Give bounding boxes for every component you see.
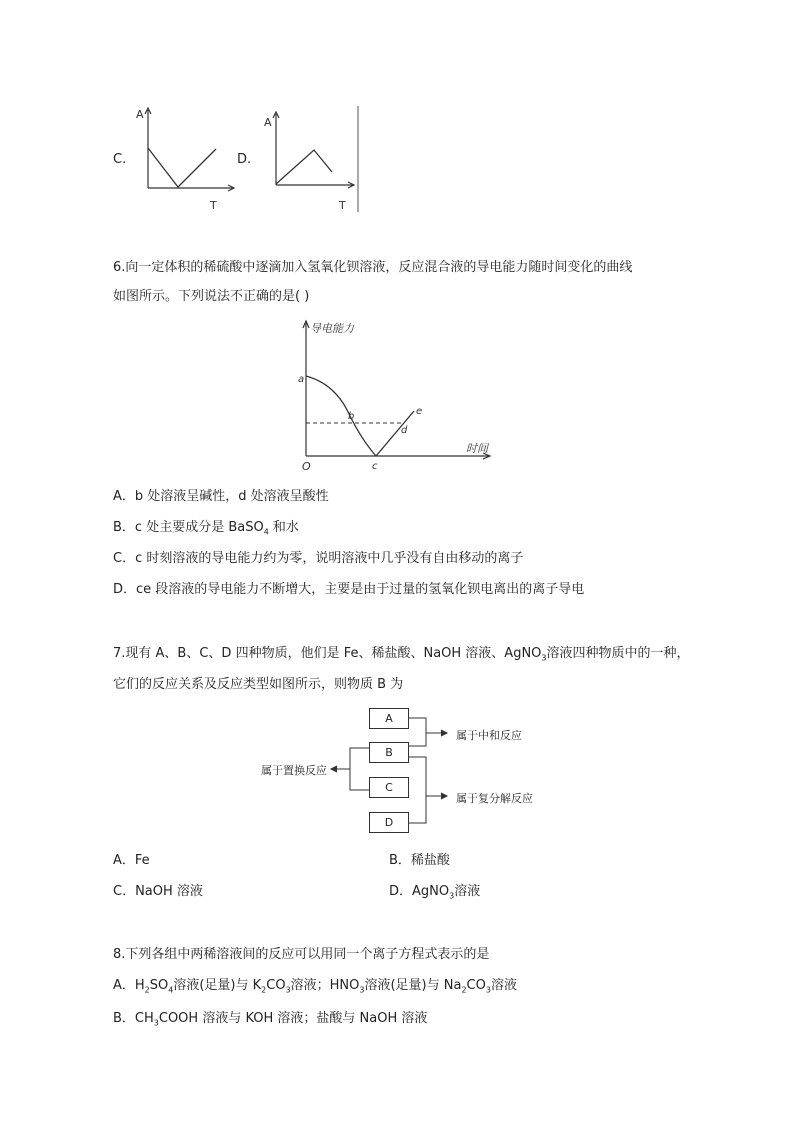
q6-option-d: D．ce 段溶液的导电能力不断增大，主要是由于过量的氢氧化钡电离出的离子导电 bbox=[113, 582, 585, 597]
graph-d bbox=[258, 100, 368, 215]
q8-option-a: A．$H_2SO_4$溶液(足量)与 $K_2CO_3$溶液；$HNO_3$溶液(足量)与 $Na_2CO_3$溶液 bbox=[113, 978, 517, 995]
graph-d-y-label: A bbox=[264, 116, 272, 129]
box-a: A bbox=[369, 708, 409, 729]
q8-option-b: B．$CH_3COOH$ 溶液与 KOH 溶液；盐酸与 NaOH 溶液 bbox=[113, 1011, 428, 1028]
q7-option-b: B．稀盐酸 bbox=[389, 853, 450, 868]
q6-option-c: C．c 时刻溶液的导电能力约为零，说明溶液中几乎没有自由移动的离子 bbox=[113, 551, 524, 566]
point-a-label: a bbox=[298, 374, 305, 385]
point-c-label: c bbox=[372, 461, 378, 472]
q6-stem-line1: 6.向一定体积的稀硫酸中逐滴加入氢氧化钡溶液，反应混合液的导电能力随时间变化的曲线 bbox=[113, 260, 633, 275]
point-d-label: d bbox=[401, 425, 408, 436]
point-b-label: b bbox=[348, 411, 355, 422]
origin-label: O bbox=[302, 460, 311, 473]
option-c-label: C. bbox=[113, 152, 127, 167]
graph-c-x-label: T bbox=[210, 199, 217, 212]
q6-stem-line2: 如图所示。下列说法不正确的是( ) bbox=[113, 289, 310, 304]
q7-stem-line1: 7.现有 A、B、C、D 四种物质，他们是 Fe、稀盐酸、NaOH 溶液、AgNO$_3$溶液四种物质中的一种， bbox=[113, 646, 690, 663]
q7-stem-line2: 它们的反应关系及反应类型如图所示，则物质 B 为 bbox=[113, 677, 404, 692]
q8-stem: 8.下列各组中两稀溶液间的反应可以用同一个离子方程式表示的是 bbox=[113, 947, 490, 962]
neutralization-label: 属于中和反应 bbox=[456, 729, 522, 742]
q6-option-b: B．c 处主要成分是 BaSO$_4$ 和水 bbox=[113, 520, 299, 537]
q7-option-c: C．NaOH 溶液 bbox=[113, 884, 203, 899]
box-d: D bbox=[369, 812, 409, 833]
conductivity-graph bbox=[296, 316, 496, 474]
point-e-label: e bbox=[416, 406, 423, 417]
x-axis-label: 时间 bbox=[466, 442, 488, 455]
q7-option-a: A．Fe bbox=[113, 853, 150, 868]
y-axis-label: 导电能力 bbox=[310, 322, 354, 335]
box-b: B bbox=[369, 742, 409, 763]
q7-option-d: D．AgNO$_3$溶液 bbox=[389, 884, 481, 901]
graph-c bbox=[130, 100, 240, 215]
graph-c-y-label: A bbox=[136, 108, 144, 121]
q6-option-a: A．b 处溶液呈碱性，d 处溶液呈酸性 bbox=[113, 489, 329, 504]
double-decomposition-label: 属于复分解反应 bbox=[456, 792, 533, 805]
option-d-label: D. bbox=[237, 152, 252, 167]
replacement-label: 属于置换反应 bbox=[261, 764, 327, 777]
box-c: C bbox=[369, 777, 409, 798]
graph-d-x-label: T bbox=[339, 199, 346, 212]
